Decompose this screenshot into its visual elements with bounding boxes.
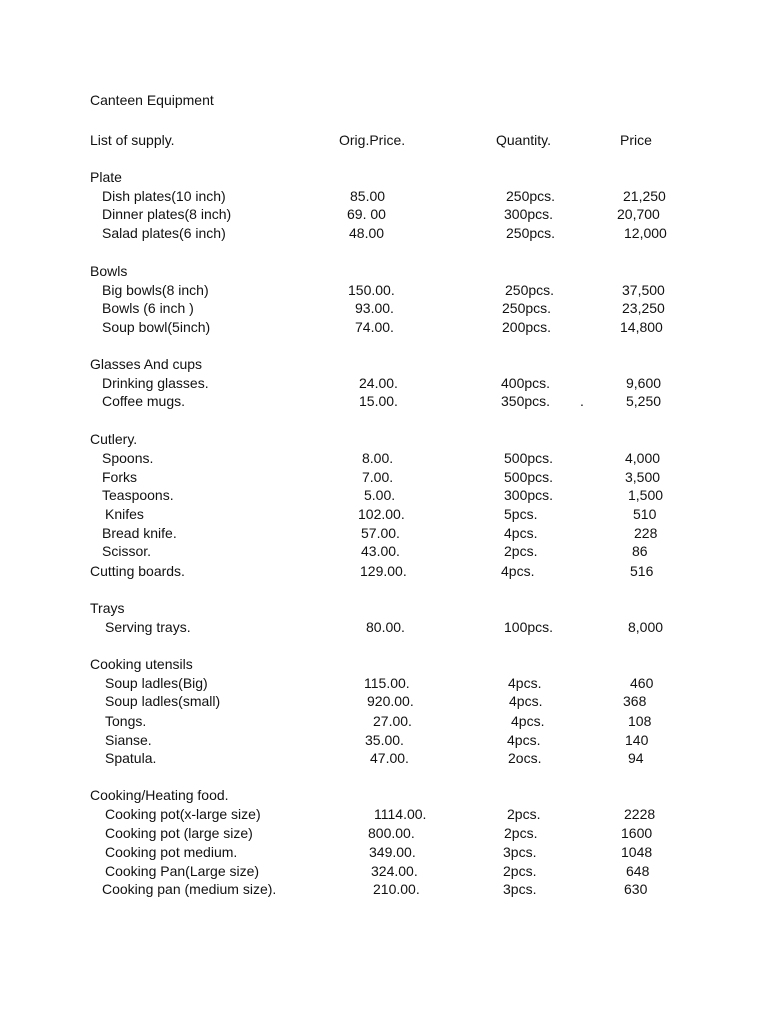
item-orig-price: 69. 00: [347, 206, 386, 222]
table-row: [0, 862, 768, 880]
item-price: 14,800: [620, 319, 663, 335]
item-quantity: 4pcs.: [504, 525, 538, 541]
item-quantity: 250pcs.: [502, 300, 552, 316]
item-quantity: 250pcs.: [506, 225, 556, 241]
table-row: [0, 749, 768, 767]
table-row: [0, 843, 768, 861]
table-row: [0, 468, 768, 486]
header-list-of-supply: List of supply.: [90, 132, 175, 148]
item-price: 3,500: [625, 469, 661, 485]
item-quantity: 2pcs.: [507, 806, 541, 822]
table-row: [0, 618, 768, 636]
item-name: Spoons.: [102, 450, 154, 466]
item-quantity: 4pcs.: [501, 563, 535, 579]
item-quantity: 2pcs.: [503, 863, 537, 879]
header-orig-price: Orig.Price.: [339, 132, 406, 148]
item-orig-price: 35.00.: [365, 732, 404, 748]
item-name: Soup ladles(Big): [105, 675, 208, 691]
item-quantity: 500pcs.: [504, 450, 554, 466]
item-orig-price: 43.00.: [361, 543, 400, 559]
item-name: Cooking pot medium.: [105, 844, 238, 860]
item-price: 4,000: [625, 450, 661, 466]
item-price: 1,500: [628, 487, 664, 503]
item-price: 21,250: [623, 188, 666, 204]
item-price: 228: [634, 525, 658, 541]
item-price: 1048: [621, 844, 653, 860]
item-name: Teaspoons.: [102, 487, 174, 503]
table-row: [0, 562, 768, 580]
item-name: Soup bowl(5inch): [102, 319, 211, 335]
item-orig-price: 129.00.: [360, 563, 407, 579]
item-price: 20,700: [617, 206, 660, 222]
table-row: [0, 449, 768, 467]
item-quantity: 4pcs.: [509, 693, 543, 709]
table-row: [0, 805, 768, 823]
item-name: Forks: [102, 469, 137, 485]
table-row: [0, 824, 768, 842]
item-orig-price: 57.00.: [361, 525, 400, 541]
item-quantity: 500pcs.: [504, 469, 554, 485]
item-name: Sianse.: [105, 732, 152, 748]
table-row: [0, 224, 768, 242]
item-quantity: 4pcs.: [507, 732, 541, 748]
item-quantity: 400pcs.: [501, 375, 551, 391]
item-quantity: 3pcs.: [503, 844, 537, 860]
item-name: Tongs.: [105, 713, 147, 729]
item-quantity: 200pcs.: [502, 319, 552, 335]
item-name: Salad plates(6 inch): [102, 225, 226, 241]
item-name: Bread knife.: [102, 525, 177, 541]
item-name: Dish plates(10 inch): [102, 188, 226, 204]
category-heading: Cooking utensils: [90, 656, 193, 672]
table-row: [0, 712, 768, 730]
table-row: [0, 187, 768, 205]
table-row: [0, 318, 768, 336]
item-price: 630: [624, 881, 648, 897]
stray-mark: .: [580, 393, 584, 409]
item-name: Cooking pan (medium size).: [102, 881, 277, 897]
item-name: Coffee mugs.: [102, 393, 186, 409]
item-orig-price: 920.00.: [367, 693, 414, 709]
table-row: [0, 281, 768, 299]
item-orig-price: 24.00.: [359, 375, 398, 391]
item-name: Big bowls(8 inch): [102, 282, 209, 298]
item-orig-price: 47.00.: [370, 750, 409, 766]
item-orig-price: 74.00.: [355, 319, 394, 335]
item-price: 94: [628, 750, 644, 766]
item-price: 12,000: [624, 225, 667, 241]
item-orig-price: 102.00.: [358, 506, 405, 522]
table-row: [0, 299, 768, 317]
table-row: [0, 524, 768, 542]
column-header-row: [0, 131, 768, 149]
item-orig-price: 349.00.: [369, 844, 416, 860]
item-quantity: 300pcs.: [504, 487, 554, 503]
category-heading: Plate: [90, 169, 122, 185]
item-orig-price: 800.00.: [368, 825, 415, 841]
item-name: Serving trays.: [105, 619, 191, 635]
item-name: Soup ladles(small): [105, 693, 221, 709]
category-heading: Cutlery.: [90, 431, 138, 447]
item-orig-price: 48.00: [349, 225, 385, 241]
item-price: 1600: [621, 825, 653, 841]
category-heading: Bowls: [90, 263, 128, 279]
table-row: [0, 731, 768, 749]
item-quantity: 300pcs.: [504, 206, 554, 222]
item-orig-price: 210.00.: [373, 881, 420, 897]
item-price: 516: [630, 563, 654, 579]
item-quantity: 5pcs.: [504, 506, 538, 522]
item-quantity: 250pcs.: [505, 282, 555, 298]
item-name: Bowls (6 inch ): [102, 300, 194, 316]
item-price: 9,600: [626, 375, 662, 391]
item-orig-price: 15.00.: [359, 393, 398, 409]
item-price: 5,250: [626, 393, 662, 409]
table-row: [0, 692, 768, 710]
table-row: [0, 542, 768, 560]
category-heading: Cooking/Heating food.: [90, 787, 229, 803]
table-row: [0, 392, 768, 410]
item-orig-price: 7.00.: [362, 469, 394, 485]
item-quantity: 100pcs.: [504, 619, 554, 635]
item-name: Knifes: [105, 506, 144, 522]
item-price: 140: [625, 732, 649, 748]
item-quantity: 4pcs.: [511, 713, 545, 729]
item-quantity: 3pcs.: [503, 881, 537, 897]
item-orig-price: 150.00.: [348, 282, 395, 298]
item-orig-price: 5.00.: [364, 487, 396, 503]
item-orig-price: 93.00.: [355, 300, 394, 316]
table-row: [0, 505, 768, 523]
item-orig-price: 80.00.: [366, 619, 405, 635]
document-title: Canteen Equipment: [90, 92, 214, 108]
item-price: 23,250: [622, 300, 665, 316]
item-name: Cooking pot (large size): [105, 825, 253, 841]
item-price: 108: [628, 713, 652, 729]
header-quantity: Quantity.: [496, 132, 551, 148]
table-row: [0, 880, 768, 898]
item-price: 510: [633, 506, 657, 522]
item-quantity: 350pcs.: [501, 393, 551, 409]
item-price: 86: [632, 543, 648, 559]
item-price: 2228: [624, 806, 656, 822]
category-heading: Trays: [90, 600, 125, 616]
item-name: Cutting boards.: [90, 563, 185, 579]
item-orig-price: 85.00: [350, 188, 386, 204]
item-quantity: 2pcs.: [504, 825, 538, 841]
item-quantity: 2pcs.: [504, 543, 538, 559]
table-row: [0, 205, 768, 223]
item-name: Cooking Pan(Large size): [105, 863, 260, 879]
item-name: Cooking pot(x-large size): [105, 806, 261, 822]
header-price: Price: [620, 132, 652, 148]
item-quantity: 4pcs.: [508, 675, 542, 691]
item-name: Scissor.: [102, 543, 152, 559]
item-name: Spatula.: [105, 750, 157, 766]
item-name: Drinking glasses.: [102, 375, 209, 391]
category-heading: Glasses And cups: [90, 356, 203, 372]
item-name: Dinner plates(8 inch): [102, 206, 232, 222]
item-orig-price: 324.00.: [371, 863, 418, 879]
item-price: 8,000: [628, 619, 664, 635]
item-orig-price: 8.00.: [362, 450, 394, 466]
table-row: [0, 486, 768, 504]
item-orig-price: 27.00.: [373, 713, 412, 729]
table-row: [0, 374, 768, 392]
item-orig-price: 1114.00.: [374, 806, 427, 822]
item-quantity: 2ocs.: [508, 750, 542, 766]
item-price: 460: [630, 675, 654, 691]
item-quantity: 250pcs.: [506, 188, 556, 204]
item-price: 368: [623, 693, 647, 709]
item-price: 37,500: [622, 282, 665, 298]
item-price: 648: [626, 863, 650, 879]
table-row: [0, 674, 768, 692]
item-orig-price: 115.00.: [364, 675, 410, 691]
